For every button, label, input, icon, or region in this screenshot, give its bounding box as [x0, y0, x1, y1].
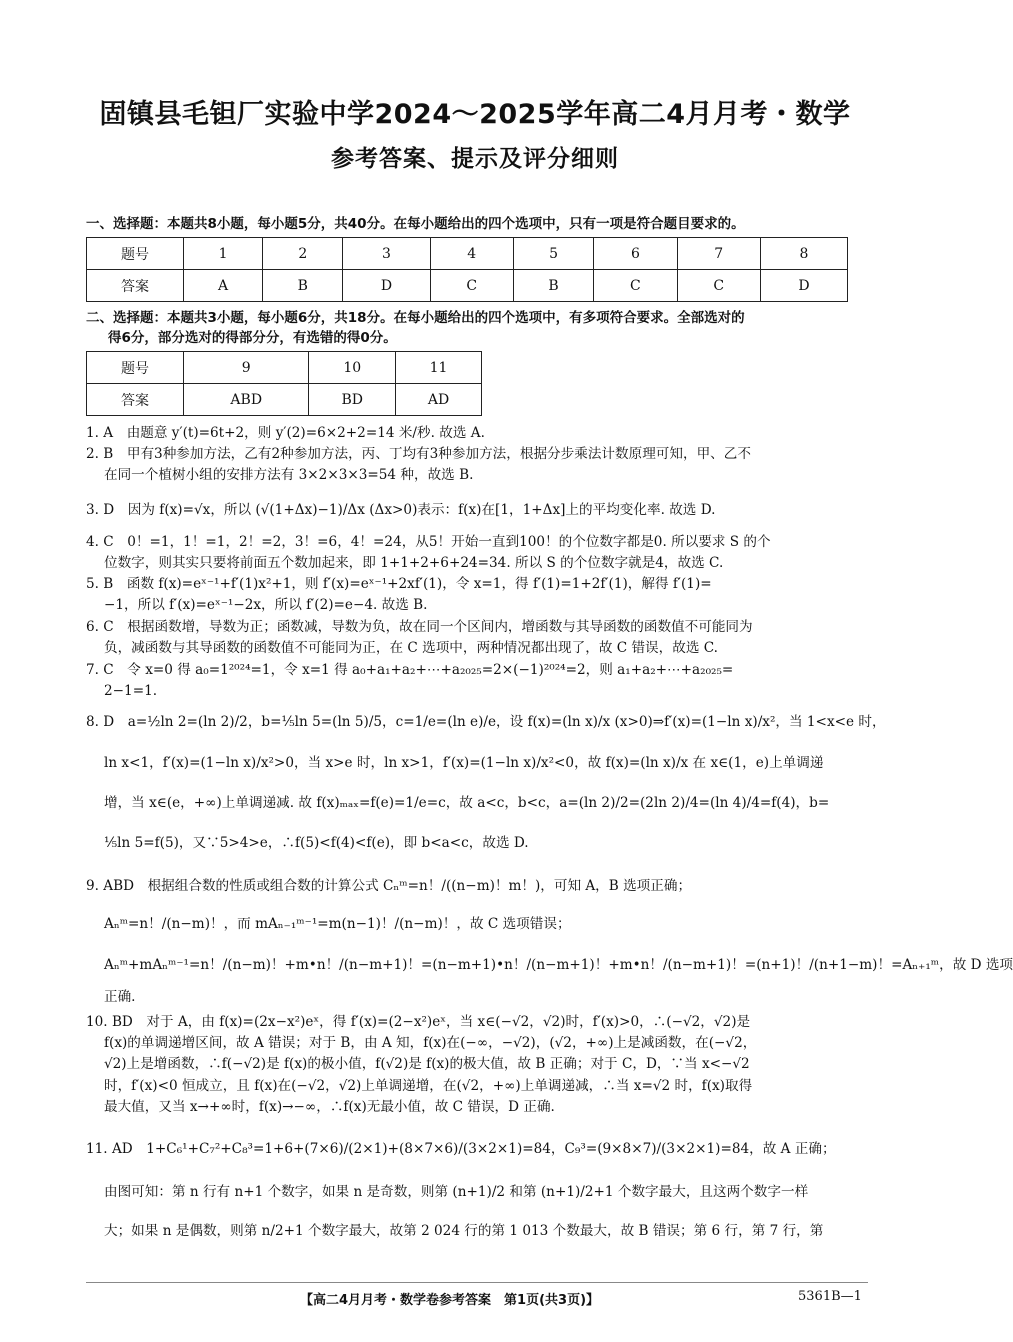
- solution-line: 最大值，又当 x→+∞时，f(x)→−∞，∴f(x)无最小值，故 C 错误，D 正确.: [104, 1099, 555, 1115]
- solution-line: 5. B 函数 f(x)=eˣ⁻¹+f′(1)x²+1，则 f′(x)=eˣ⁻¹+2xf′(1)，令 x=1，得 f′(1)=1+2f′(1)，解得 f′(1)=: [86, 576, 712, 592]
- solution-line: 正确.: [104, 989, 136, 1005]
- footer-divider: [86, 1282, 868, 1283]
- solution-line: 由图可知：第 n 行有 n+1 个数字，如果 n 是奇数，则第 (n+1)/2 和第 (n+1)/2+1 个数字最大，且这两个数字一样: [104, 1184, 809, 1200]
- page-footer: 【高二4月月考・数学卷参考答案 第1页(共3页)】: [300, 1293, 600, 1308]
- solution-line: 2. B 甲有3种参加方法，乙有2种参加方法，丙、丁均有3种参加方法，根据分步乘法计数原理可知，甲、乙不: [86, 446, 751, 462]
- table-cell: 10: [309, 352, 396, 384]
- table-cell: 9: [184, 352, 309, 384]
- table-cell: B: [513, 270, 593, 302]
- solution-line: −1，所以 f′(x)=eˣ⁻¹−2x，所以 f′(2)=e−4. 故选 B.: [104, 597, 428, 613]
- solution-line: 6. C 根据函数增，导数为正；函数减，导数为负，故在同一个区间内，增函数与其导函数的函数值不可能同为: [86, 619, 753, 635]
- table-header-cell: 题号: [87, 352, 184, 384]
- solution-line: Aₙᵐ=n！/(n−m)！，而 mAₙ₋₁ᵐ⁻¹=m(n−1)！/(n−m)！，故 C 选项错误；: [104, 916, 571, 932]
- solution-line: f(x)的单调递增区间，故 A 错误；对于 B，由 A 知，f(x)在(−∞，−√2)，(√2，+∞)上是减函数，在(−√2，: [104, 1035, 757, 1051]
- solution-line: 11. AD 1+C₆¹+C₇²+C₈³=1+6+(7×6)/(2×1)+(8×7×6)/(3×2×1)=84，C₉³=(9×8×7)/(3×2×1)=84，故 A 正确；: [86, 1141, 836, 1157]
- solution-line: 1. A 由题意 y′(t)=6t+2，则 y′(2)=6×2+2=14 米/秒. 故选 A.: [86, 425, 485, 441]
- solution-line: 9. ABD 根据组合数的性质或组合数的计算公式 Cₙᵐ=n！/((n−m)！m！)，可知 A，B 选项正确；: [86, 878, 692, 894]
- table-header-cell: 答案: [87, 270, 184, 302]
- solution-line: 10. BD 对于 A，由 f(x)=(2x−x²)eˣ，得 f′(x)=(2−x²)eˣ，当 x∈(−√2，√2)时，f′(x)>0，∴(−√2，√2)是: [86, 1014, 751, 1030]
- table-row: [87, 238, 848, 270]
- solution-line: 4. C 0！=1，1！=1，2！=2，3！=6，4！=24，从5！开始一直到100！的个位数字都是0. 所以要求 S 的个: [86, 534, 771, 550]
- table-cell: ABD: [184, 384, 309, 416]
- solution-line: 2−1=1.: [104, 683, 158, 699]
- document-code: 5361B—1: [798, 1289, 862, 1304]
- table-cell: D: [343, 270, 430, 302]
- solution-line: 时，f′(x)<0 恒成立，且 f(x)在(−√2，√2)上单调递增，在(√2，+∞)上单调递减，∴当 x=√2 时，f(x)取得: [104, 1078, 753, 1094]
- solution-line: 大；如果 n 是偶数，则第 n/2+1 个数字最大，故第 2 024 行的第 1 013 个数最大，故 B 错误；第 6 行，第 7 行，第: [104, 1223, 824, 1239]
- table-cell: D: [760, 270, 847, 302]
- table-cell: 5: [513, 238, 593, 270]
- table-header-cell: 题号: [87, 238, 184, 270]
- table-cell: 1: [184, 238, 263, 270]
- page-title: 固镇县毛钽厂实验中学2024～2025学年高二4月月考・数学: [99, 99, 851, 130]
- table-cell: C: [594, 270, 677, 302]
- table-cell: 4: [430, 238, 513, 270]
- answer-table-1: [86, 237, 848, 302]
- table-cell: 6: [594, 238, 677, 270]
- table-header-cell: 答案: [87, 384, 184, 416]
- table-cell: 11: [396, 352, 482, 384]
- solution-line: Aₙᵐ+mAₙᵐ⁻¹=n！/(n−m)！+m•n！/(n−m+1)！=(n−m+1)•n！/(n−m+1)！+m•n！/(n−m+1)！=(n+1)！/(n+1−m)！=Aₙ₊₁ᵐ，故 D 选项: [104, 957, 1013, 973]
- table-cell: 2: [263, 238, 343, 270]
- table-cell: B: [263, 270, 343, 302]
- section-1-heading: 一、选择题：本题共8小题，每小题5分，共40分。在每小题给出的四个选项中，只有一项是符合题目要求的。: [86, 216, 745, 232]
- solution-line: 增，当 x∈(e，+∞)上单调递减. 故 f(x)ₘₐₓ=f(e)=1/e=c，故 a<c，b<c，a=(ln 2)/2=(2ln 2)/4=(ln 4)/4=f(4)，b=: [104, 795, 830, 811]
- page-subtitle: 参考答案、提示及评分细则: [331, 146, 619, 172]
- table-cell: C: [430, 270, 513, 302]
- table-row: [87, 352, 482, 384]
- solution-line: √2)上是增函数，∴f(−√2)是 f(x)的极小值，f(√2)是 f(x)的极大值，故 B 正确；对于 C，D，∵当 x<−√2: [104, 1056, 750, 1072]
- table-cell: 8: [760, 238, 847, 270]
- table-cell: 7: [677, 238, 760, 270]
- table-row: [87, 270, 848, 302]
- solution-line: 负，减函数与其导函数的函数值不可能同为正，在 C 选项中，两种情况都出现了，故 C 错误，故选 C.: [104, 640, 718, 656]
- table-cell: BD: [309, 384, 396, 416]
- solution-line: 7. C 令 x=0 得 a₀=1²⁰²⁴=1，令 x=1 得 a₀+a₁+a₂+⋯+a₂₀₂₅=2×(−1)²⁰²⁴=2，则 a₁+a₂+⋯+a₂₀₂₅=: [86, 662, 734, 678]
- table-row: [87, 384, 482, 416]
- solution-line: 在同一个植树小组的安排方法有 3×2×3×3=54 种，故选 B.: [104, 467, 474, 483]
- table-cell: C: [677, 270, 760, 302]
- table-cell: A: [184, 270, 263, 302]
- solution-line: ln x<1，f′(x)=(1−ln x)/x²>0，当 x>e 时，ln x>1，f′(x)=(1−ln x)/x²<0，故 f(x)=(ln x)/x 在 x∈(1，e)上单调递: [104, 755, 824, 771]
- section-2-heading: 二、选择题：本题共3小题，每小题6分，共18分。在每小题给出的四个选项中，有多项符合要求。全部选对的: [86, 310, 745, 326]
- table-cell: 3: [343, 238, 430, 270]
- answer-table-2: [86, 351, 482, 416]
- solution-line: ⅕ln 5=f(5)，又∵5>4>e，∴f(5)<f(4)<f(e)，即 b<a<c，故选 D.: [104, 835, 529, 851]
- solution-line: 3. D 因为 f(x)=√x，所以 (√(1+Δx)−1)/Δx (Δx>0)表示：f(x)在[1，1+Δx]上的平均变化率. 故选 D.: [86, 502, 716, 518]
- section-2-heading-cont: 得6分，部分选对的得部分分，有选错的得0分。: [108, 330, 397, 346]
- table-cell: AD: [396, 384, 482, 416]
- solution-line: 位数字，则其实只要将前面五个数加起来，即 1+1+2+6+24=34. 所以 S 的个位数字就是4，故选 C.: [104, 555, 724, 571]
- solution-line: 8. D a=½ln 2=(ln 2)/2，b=⅕ln 5=(ln 5)/5，c=1/e=(ln e)/e，设 f(x)=(ln x)/x (x>0)⇒f′(x)=(1−ln x)/x²，当 1<x<e 时，: [86, 714, 886, 730]
